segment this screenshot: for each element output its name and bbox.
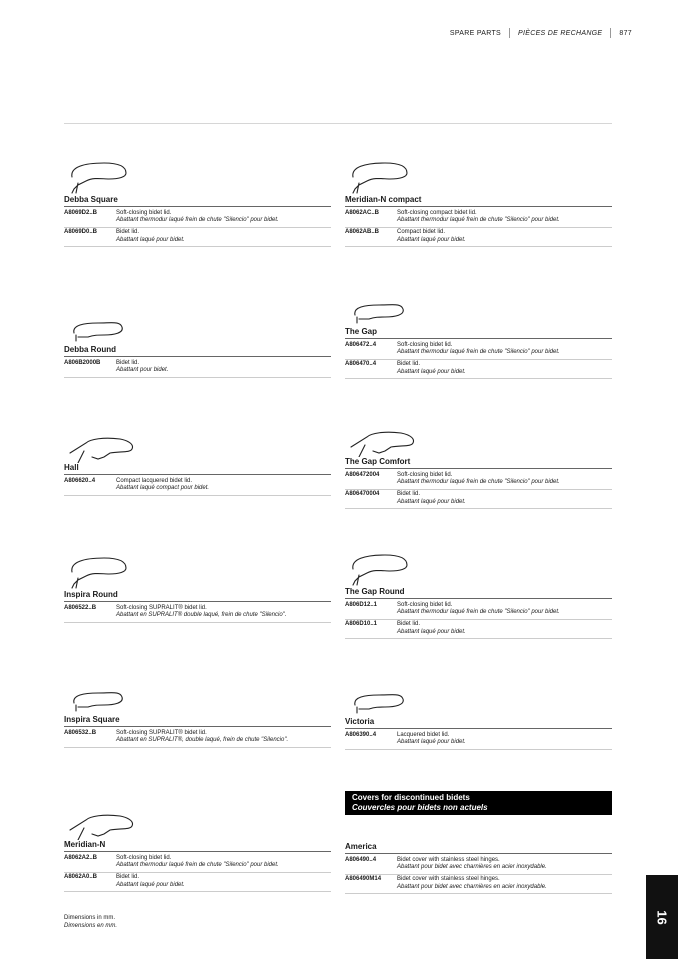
- part-code: A806522..B: [64, 604, 97, 611]
- description-en: Soft-closing bidet lid.: [116, 209, 172, 216]
- product-block: [64, 423, 331, 496]
- part-code: A806532..B: [64, 729, 97, 736]
- bidet-lid-illustration: [345, 417, 612, 457]
- bidet-lid-illustration: [345, 547, 612, 587]
- part-description: [116, 605, 286, 620]
- part-description: [397, 229, 466, 244]
- part-description: [116, 210, 279, 225]
- part-row: [345, 360, 612, 380]
- chapter-number: 16: [654, 910, 670, 925]
- part-description: [116, 855, 279, 870]
- part-description: [397, 621, 466, 636]
- part-description: [397, 472, 560, 487]
- part-description: [397, 210, 560, 225]
- part-row: [345, 470, 612, 490]
- product-title: The Gap: [345, 327, 612, 339]
- page-number: 877: [619, 29, 632, 37]
- description-fr: Abattant laqué pour bidet.: [116, 881, 185, 888]
- part-row: [64, 208, 331, 228]
- part-code: A806B2000B: [64, 359, 101, 366]
- description-fr: Abattant laqué pour bidet.: [397, 628, 466, 635]
- part-description: [397, 361, 466, 376]
- description-fr: Abattant laqué compact pour bidet.: [116, 485, 210, 491]
- footnote-fr: Dimensions en mm.: [64, 923, 118, 929]
- part-row: [64, 873, 331, 893]
- description-en: Bidet lid.: [116, 359, 140, 366]
- description-fr: Abattant thermodur laqué frein de chute "Silencio" pour bidet.: [397, 609, 560, 615]
- product-block: [64, 305, 331, 378]
- description-en: Compact lacquered bidet lid.: [116, 477, 193, 484]
- description-fr: Abattant thermodur laqué frein de chute "Silencio" pour bidet.: [397, 349, 560, 355]
- bidet-lid-illustration: [64, 305, 331, 345]
- bidet-lid-illustration: [345, 677, 612, 717]
- product-title: Meridian-N: [64, 840, 331, 852]
- part-description: [397, 602, 560, 617]
- product-block: [345, 677, 612, 750]
- description-en: Bidet lid.: [397, 491, 421, 497]
- header-divider: [610, 28, 611, 38]
- product-block: [345, 417, 612, 509]
- part-code: A806490M14: [345, 876, 382, 882]
- description-fr: Abattant thermodur laqué frein de chute "Silencio" pour bidet.: [116, 217, 279, 223]
- part-code: A806620..4: [64, 477, 96, 484]
- description-fr: Abattant en SUPRALIT® double laqué, frein de chute "Silencio".: [116, 612, 287, 618]
- part-row: [64, 853, 331, 873]
- part-row: [64, 476, 331, 496]
- section-title-fr: PIÈCES DE RECHANGE: [518, 29, 603, 37]
- part-row: [64, 358, 331, 378]
- description-fr: Abattant thermodur laqué frein de chute "Silencio" pour bidet.: [397, 479, 560, 485]
- description-fr: Abattant pour bidet.: [116, 367, 169, 373]
- product-block: [345, 842, 612, 894]
- part-code: A806490..4: [345, 856, 377, 863]
- description-fr: Abattant laqué pour bidet.: [397, 498, 466, 505]
- product-block: [64, 550, 331, 623]
- description-fr: Abattant pour bidet avec charnières en acier inoxydable.: [397, 864, 547, 870]
- product-block: [345, 547, 612, 639]
- header-divider: [509, 28, 510, 38]
- footnote: [64, 914, 117, 930]
- part-row: [345, 228, 612, 248]
- description-en: Soft-closing bidet lid.: [397, 341, 453, 348]
- description-en: Soft-closing bidet lid.: [116, 854, 172, 861]
- band-title-en: Covers for discontinued bidets: [352, 793, 470, 802]
- product-title: Debba Round: [64, 345, 331, 357]
- product-title: Meridian-N compact: [345, 195, 612, 207]
- part-row: [64, 228, 331, 248]
- part-code: A8062AC..B: [345, 209, 380, 216]
- top-rule: [64, 123, 612, 124]
- bidet-lid-illustration: [345, 155, 612, 195]
- product-title: Inspira Round: [64, 590, 331, 602]
- description-en: Bidet lid.: [397, 621, 421, 627]
- part-row: [345, 875, 612, 895]
- part-code: A806472004: [345, 471, 380, 478]
- product-block: [64, 155, 331, 247]
- product-block: [64, 800, 331, 892]
- part-code: A806D12..1: [345, 601, 378, 608]
- description-fr: Abattant laqué pour bidet.: [397, 236, 466, 243]
- description-en: Bidet lid.: [116, 874, 140, 880]
- part-code: A806390..4: [345, 731, 377, 738]
- part-description: [116, 360, 168, 375]
- part-code: A8062AB..B: [345, 229, 380, 235]
- description-fr: Abattant thermodur laqué frein de chute "Silencio" pour bidet.: [397, 217, 560, 223]
- description-en: Lacquered bidet lid.: [397, 731, 450, 738]
- part-description: [116, 478, 209, 493]
- part-row: [345, 620, 612, 640]
- bidet-lid-illustration: [345, 287, 612, 327]
- part-code: A8062A0..B: [64, 874, 98, 880]
- part-description: [397, 857, 547, 872]
- description-fr: Abattant laqué pour bidet.: [397, 739, 466, 745]
- description-en: Soft-closing SUPRALIT® bidet lid.: [116, 604, 207, 611]
- part-code: A806D10..1: [345, 621, 378, 627]
- description-en: Bidet lid.: [397, 361, 421, 367]
- product-title: The Gap Comfort: [345, 457, 612, 469]
- description-en: Soft-closing compact bidet lid.: [397, 209, 477, 216]
- part-description: [397, 732, 466, 747]
- part-row: [345, 730, 612, 750]
- part-code: A8062A2..B: [64, 854, 98, 861]
- bidet-lid-illustration: [64, 423, 331, 463]
- bidet-lid-illustration: [64, 155, 331, 195]
- description-fr: Abattant en SUPRALIT®, double laqué, frein de chute "Silencio".: [116, 737, 289, 743]
- product-title: Hall: [64, 463, 331, 475]
- bidet-lid-illustration: [64, 800, 331, 840]
- product-title: Debba Square: [64, 195, 331, 207]
- description-fr: Abattant laqué pour bidet.: [397, 368, 466, 375]
- part-code: A806470004: [345, 491, 380, 497]
- part-description: [116, 874, 185, 889]
- bidet-lid-illustration: [64, 675, 331, 715]
- description-en: Bidet lid.: [116, 229, 140, 235]
- product-block: [64, 675, 331, 748]
- part-row: [64, 728, 331, 748]
- part-row: [345, 600, 612, 620]
- description-fr: Abattant thermodur laqué frein de chute "Silencio" pour bidet.: [116, 862, 279, 868]
- product-title: Victoria: [345, 717, 612, 729]
- description-en: Bidet cover with stainless steel hinges.: [397, 856, 500, 863]
- part-description: [116, 730, 288, 745]
- part-description: [397, 342, 560, 357]
- description-en: Soft-closing SUPRALIT® bidet lid.: [116, 729, 207, 736]
- description-en: Soft-closing bidet lid.: [397, 601, 453, 608]
- part-row: [345, 490, 612, 510]
- part-description: [116, 229, 185, 244]
- page-header: [450, 28, 632, 38]
- product-title: The Gap Round: [345, 587, 612, 599]
- product-block: [345, 155, 612, 247]
- product-block: [345, 287, 612, 379]
- section-title-en: SPARE PARTS: [449, 29, 502, 37]
- part-row: [345, 855, 612, 875]
- part-code: A8069D2..B: [64, 209, 98, 216]
- description-en: Soft-closing bidet lid.: [397, 471, 453, 478]
- part-row: [64, 603, 331, 623]
- description-fr: Abattant laqué pour bidet.: [116, 236, 185, 243]
- discontinued-section-band: [345, 791, 612, 815]
- part-row: [345, 208, 612, 228]
- bidet-lid-illustration: [64, 550, 331, 590]
- part-row: [345, 340, 612, 360]
- chapter-tab: [646, 875, 678, 959]
- band-title-fr: Couvercles pour bidets non actuels: [352, 803, 488, 812]
- part-code: A806470..4: [345, 361, 377, 367]
- part-code: A806472..4: [345, 341, 377, 348]
- description-fr: Abattant pour bidet avec charnières en acier inoxydable.: [397, 883, 547, 890]
- footnote-en: Dimensions in mm.: [64, 915, 116, 921]
- part-description: [397, 491, 466, 506]
- product-title: Inspira Square: [64, 715, 331, 727]
- part-code: A8069D0..B: [64, 229, 98, 235]
- product-title: America: [345, 842, 612, 854]
- part-description: [397, 876, 547, 891]
- description-en: Compact bidet lid.: [397, 229, 446, 235]
- description-en: Bidet cover with stainless steel hinges.: [397, 876, 500, 882]
